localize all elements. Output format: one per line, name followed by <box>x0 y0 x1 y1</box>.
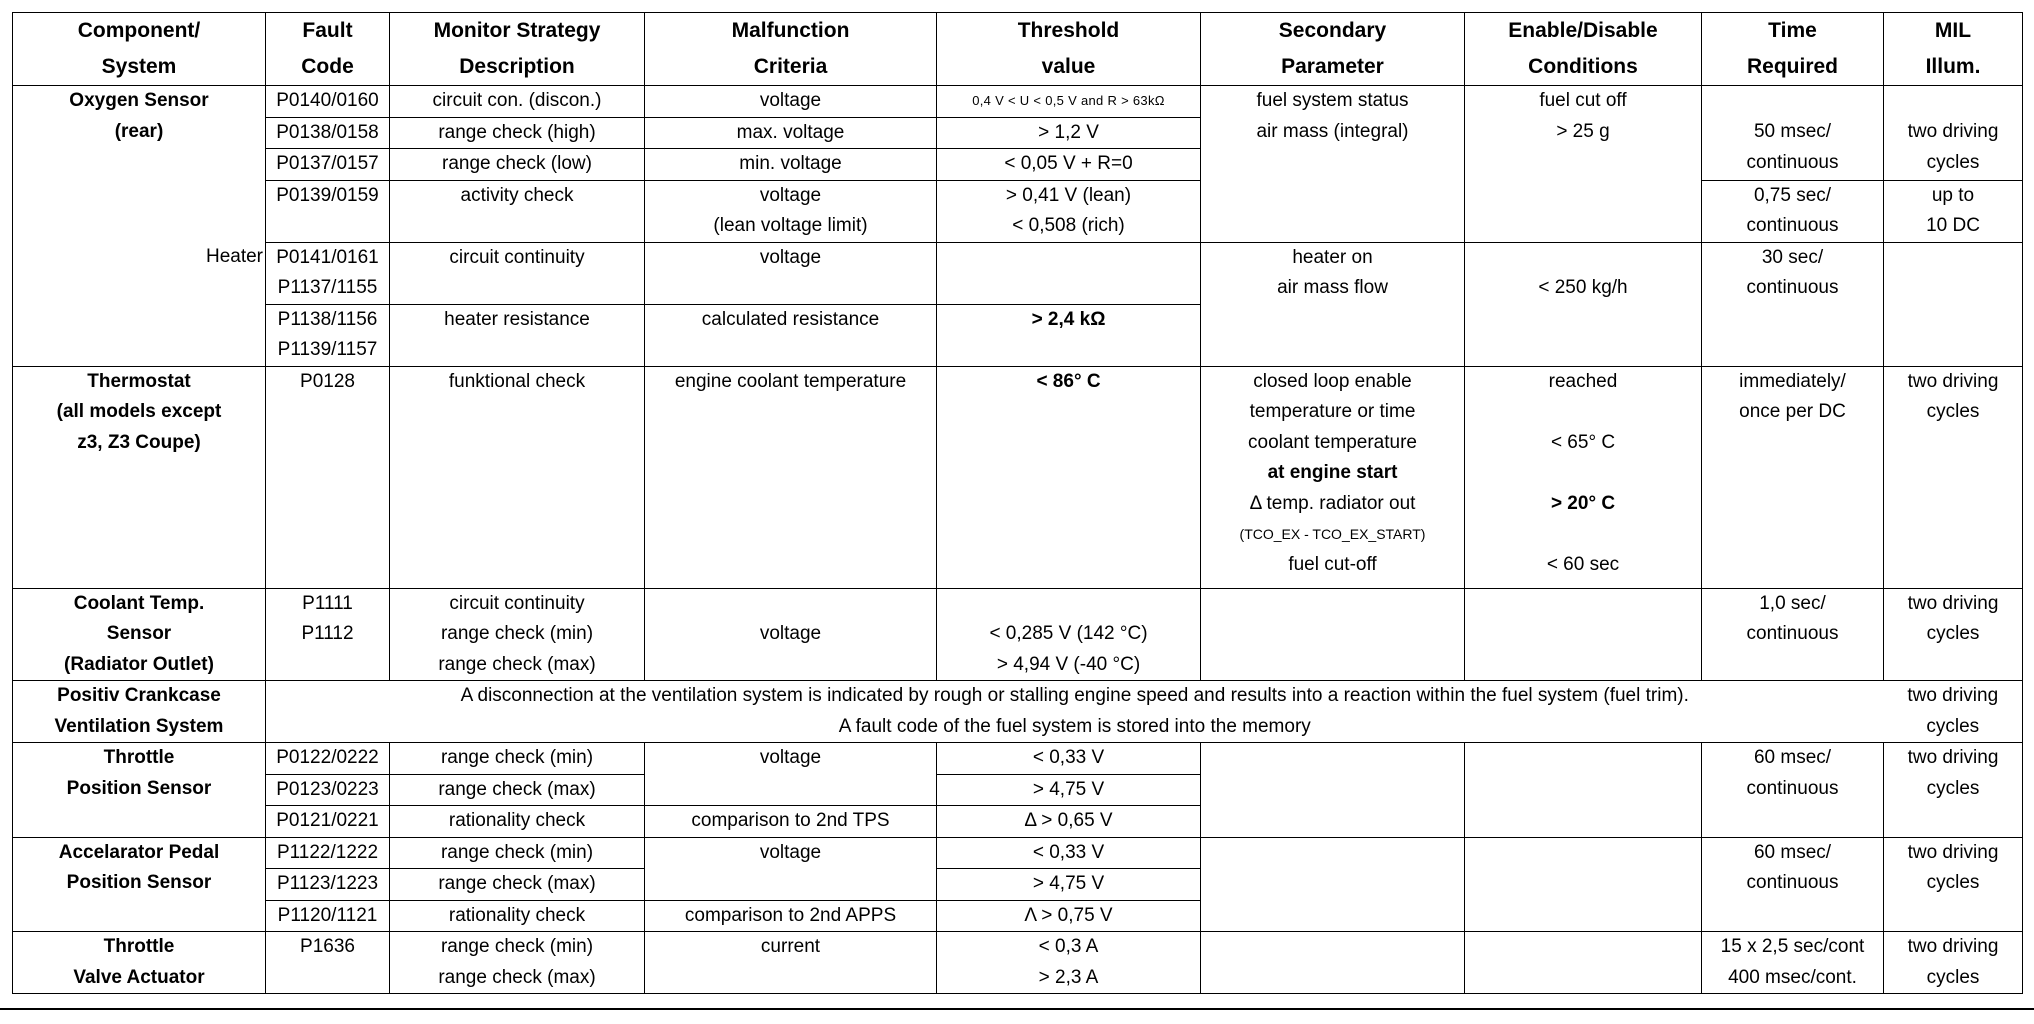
malfunction-criteria: max. voltage <box>645 117 937 149</box>
mil-illum: two driving cycles <box>1884 117 2023 180</box>
document-page <box>12 12 2022 1012</box>
monitor-desc: rationality check <box>390 900 645 932</box>
threshold-value: Λ > 0,75 V <box>937 900 1201 932</box>
fault-code: P1138/1156 P1139/1157 <box>266 304 390 366</box>
thermostat-secondary: closed loop enable temperature or time coolant temperature at engine start Δ temp. radiator out (TCO_EX - TCO_EX_START) fuel cut-off <box>1201 366 1465 588</box>
table-row <box>13 681 2023 743</box>
mil-illum: two driving cycles <box>1884 837 2023 932</box>
monitor-desc: range check (low) <box>390 149 645 181</box>
threshold-value: < 86° C <box>937 366 1201 588</box>
malfunction-criteria: voltage (lean voltage limit) <box>645 180 937 242</box>
fault-code: P0138/0158 <box>266 117 390 149</box>
pcv-description: A disconnection at the ventilation system is indicated by rough or stalling engine speed and results into a reaction within the fuel system (fuel trim). A fault code of the fuel system is stored into the memory <box>266 681 1884 743</box>
threshold-value: > 1,2 V <box>937 117 1201 149</box>
threshold-value: Δ > 0,65 V <box>937 806 1201 838</box>
threshold-value: < 0,05 V + R=0 <box>937 149 1201 181</box>
enable-empty <box>1465 588 1702 681</box>
mil-illum: two driving cycles <box>1884 588 2023 681</box>
secondary-empty <box>1201 743 1465 838</box>
time-required: 1,0 sec/ continuous <box>1702 588 1884 681</box>
threshold-value: > 4,75 V <box>937 774 1201 806</box>
table-row <box>13 366 2023 588</box>
fault-code: P1636 <box>266 932 390 994</box>
time-empty <box>1702 86 1884 118</box>
monitor-desc: circuit continuity <box>390 242 645 304</box>
malfunction-criteria: comparison to 2nd TPS <box>645 806 937 838</box>
mil-empty <box>1884 86 2023 118</box>
monitor-desc: circuit con. (discon.) <box>390 86 645 118</box>
malfunction-criteria: voltage <box>645 242 937 304</box>
time-required: 15 x 2,5 sec/cont 400 msec/cont. <box>1702 932 1884 994</box>
table-row <box>13 588 2023 681</box>
monitor-desc: circuit continuity range check (min) range check (max) <box>390 588 645 681</box>
threshold-value: > 4,75 V <box>937 869 1201 901</box>
mil-empty <box>1884 242 2023 366</box>
malfunction-criteria: current <box>645 932 937 994</box>
enable-empty <box>1465 837 1702 932</box>
time-required: 60 msec/ continuous <box>1702 743 1884 838</box>
fault-code: P0121/0221 <box>266 806 390 838</box>
time-required: 50 msec/ continuous <box>1702 117 1884 180</box>
monitor-desc: range check (high) <box>390 117 645 149</box>
thermostat-component: Thermostat (all models except z3, Z3 Coupe) <box>13 366 266 588</box>
table-row <box>13 86 2023 118</box>
secondary-empty <box>1201 588 1465 681</box>
monitor-desc: activity check <box>390 180 645 242</box>
time-required: 60 msec/ continuous <box>1702 837 1884 932</box>
mil-illum: two driving cycles <box>1884 932 2023 994</box>
secondary-empty <box>1201 932 1465 994</box>
header-time: Time Required <box>1702 13 1884 86</box>
fault-code: P0128 <box>266 366 390 588</box>
header-fault-code: Fault Code <box>266 13 390 86</box>
table-row <box>13 242 2023 304</box>
threshold-value: < 0,33 V <box>937 837 1201 869</box>
fault-code: P1120/1121 <box>266 900 390 932</box>
fault-code: P0141/0161 P1137/1155 <box>266 242 390 304</box>
monitor-desc: range check (max) <box>390 774 645 806</box>
apps-component: Accelarator Pedal Position Sensor <box>13 837 266 932</box>
fault-code: P0137/0157 <box>266 149 390 181</box>
tva-component: Throttle Valve Actuator <box>13 932 266 994</box>
mil-illum: two driving cycles <box>1884 681 2023 743</box>
o2-enable: fuel cut off > 25 g <box>1465 86 1702 243</box>
mil-illum: up to 10 DC <box>1884 180 2023 242</box>
header-secondary: Secondary Parameter <box>1201 13 1465 86</box>
fault-code: P0122/0222 <box>266 743 390 775</box>
obd-monitor-table <box>12 12 2023 994</box>
threshold-value: 0,4 V < U < 0,5 V and R > 63kΩ <box>937 86 1201 118</box>
threshold-value: > 2,4 kΩ <box>937 304 1201 366</box>
table-row <box>13 117 2023 149</box>
header-monitor-strategy: Monitor Strategy Description <box>390 13 645 86</box>
heater-label: Heater <box>13 242 266 366</box>
tps-component: Throttle Position Sensor <box>13 743 266 838</box>
header-mil: MIL Illum. <box>1884 13 2023 86</box>
monitor-desc: range check (max) <box>390 869 645 901</box>
heater-secondary: heater on air mass flow <box>1201 242 1465 366</box>
monitor-desc: heater resistance <box>390 304 645 366</box>
mil-illum: two driving cycles <box>1884 743 2023 838</box>
fault-code: P1111 P1112 <box>266 588 390 681</box>
fault-code: P0139/0159 <box>266 180 390 242</box>
malfunction-criteria: voltage <box>645 588 937 681</box>
fault-code: P0140/0160 <box>266 86 390 118</box>
secondary-empty <box>1201 837 1465 932</box>
mil-illum: two driving cycles <box>1884 366 2023 588</box>
table-row <box>13 743 2023 775</box>
threshold-value: < 0,285 V (142 °C) > 4,94 V (-40 °C) <box>937 588 1201 681</box>
malfunction-criteria: min. voltage <box>645 149 937 181</box>
coolant-component: Coolant Temp. Sensor (Radiator Outlet) <box>13 588 266 681</box>
fault-code: P1122/1222 <box>266 837 390 869</box>
time-required: immediately/ once per DC <box>1702 366 1884 588</box>
table-row <box>13 180 2023 242</box>
header-malfunction: Malfunction Criteria <box>645 13 937 86</box>
malfunction-criteria: calculated resistance <box>645 304 937 366</box>
header-row <box>13 13 2023 86</box>
header-component: Component/ System <box>13 13 266 86</box>
fault-code: P0123/0223 <box>266 774 390 806</box>
malfunction-criteria: voltage <box>645 743 937 806</box>
time-required: 30 sec/ continuous <box>1702 242 1884 366</box>
threshold-empty <box>937 242 1201 304</box>
table-row <box>13 932 2023 994</box>
enable-empty <box>1465 743 1702 838</box>
pcv-component: Positiv Crankcase Ventilation System <box>13 681 266 743</box>
threshold-value: < 0,33 V <box>937 743 1201 775</box>
table-row <box>13 837 2023 869</box>
o2-component: Oxygen Sensor (rear) <box>13 86 266 181</box>
time-required: 0,75 sec/ continuous <box>1702 180 1884 242</box>
malfunction-criteria: comparison to 2nd APPS <box>645 900 937 932</box>
header-enable: Enable/Disable Conditions <box>1465 13 1702 86</box>
malfunction-criteria: voltage <box>645 837 937 900</box>
threshold-value: < 0,3 A > 2,3 A <box>937 932 1201 994</box>
thermostat-enable: reached < 65° C > 20° C < 60 sec <box>1465 366 1702 588</box>
o2-component-cont <box>13 180 266 242</box>
monitor-desc: range check (min) <box>390 837 645 869</box>
monitor-desc: funktional check <box>390 366 645 588</box>
monitor-desc: range check (min) range check (max) <box>390 932 645 994</box>
threshold-value: > 0,41 V (lean) < 0,508 (rich) <box>937 180 1201 242</box>
fault-code: P1123/1223 <box>266 869 390 901</box>
monitor-desc: rationality check <box>390 806 645 838</box>
heater-enable: < 250 kg/h <box>1465 242 1702 366</box>
o2-secondary: fuel system status air mass (integral) <box>1201 86 1465 243</box>
malfunction-criteria: engine coolant temperature <box>645 366 937 588</box>
header-threshold: Threshold value <box>937 13 1201 86</box>
page-bottom-rule <box>0 1008 2034 1010</box>
malfunction-criteria: voltage <box>645 86 937 118</box>
enable-empty <box>1465 932 1702 994</box>
monitor-desc: range check (min) <box>390 743 645 775</box>
